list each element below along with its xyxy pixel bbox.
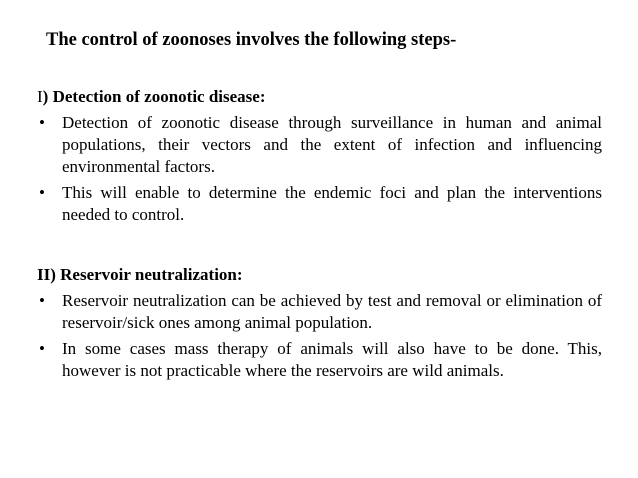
bullet-icon: • bbox=[39, 113, 45, 132]
bullet-item bbox=[37, 182, 602, 226]
section-reservoir bbox=[37, 264, 602, 386]
bullet-icon: • bbox=[39, 291, 45, 310]
bullet-icon: • bbox=[39, 339, 45, 358]
section-heading: II) Reservoir neutralization: bbox=[37, 265, 243, 284]
bullet-text: In some cases mass therapy of animals will also have to be done. This, however is not practicable where the reservoirs are wild animals. bbox=[62, 339, 602, 380]
bullet-icon: • bbox=[39, 183, 45, 202]
bullet-text: This will enable to determine the endemic foci and plan the interventions needed to control. bbox=[62, 183, 602, 224]
slide-title: The control of zoonoses involves the following steps- bbox=[46, 30, 457, 50]
section-number: I bbox=[37, 87, 43, 106]
bullet-item bbox=[37, 338, 602, 382]
bullet-text: Detection of zoonotic disease through surveillance in human and animal populations, their vectors and the extent of infection and influencing environmental factors. bbox=[62, 113, 602, 176]
bullet-item bbox=[37, 290, 602, 334]
section-heading-text: ) Detection of zoonotic disease: bbox=[42, 87, 266, 106]
bullet-text: Reservoir neutralization can be achieved by test and removal or elimination of reservoir/sick ones among animal population. bbox=[62, 291, 602, 332]
section-heading bbox=[37, 86, 602, 108]
section-detection bbox=[37, 86, 602, 230]
bullet-item bbox=[37, 112, 602, 178]
